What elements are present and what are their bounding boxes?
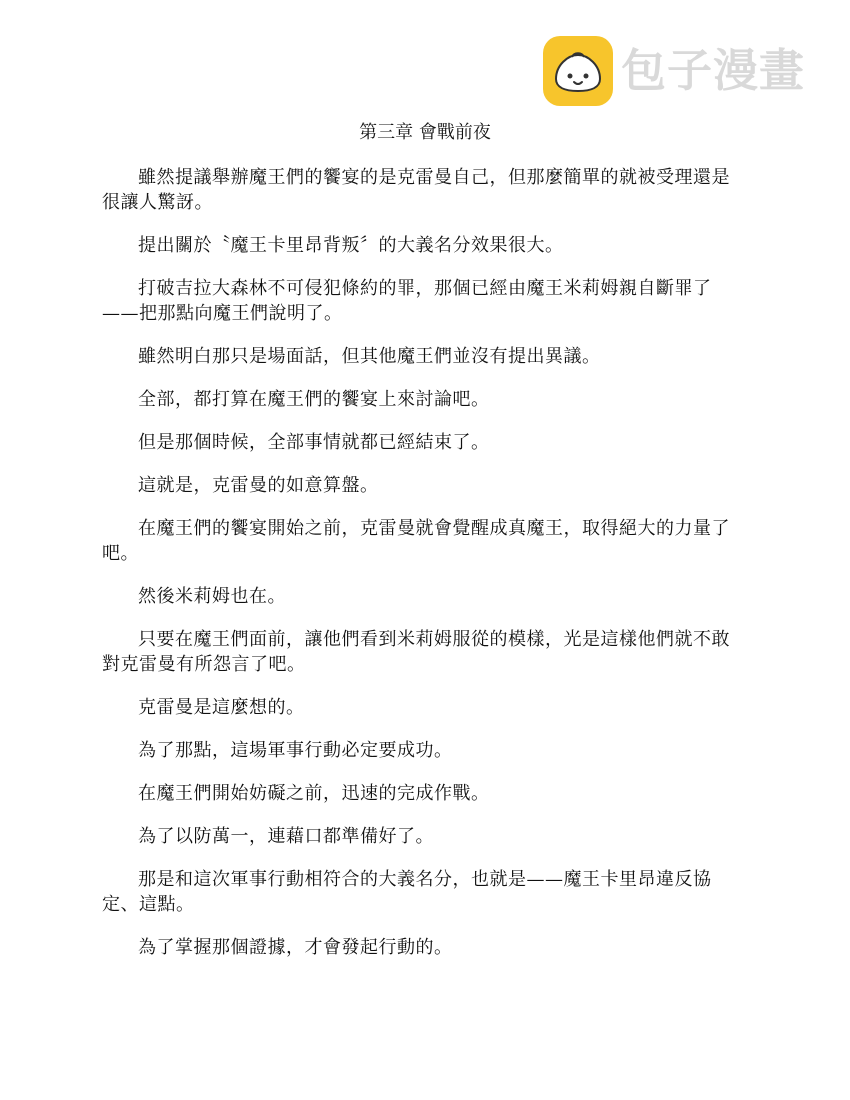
- bun-face-icon: [543, 36, 613, 106]
- paragraph: 在魔王們的饗宴開始之前，克雷曼就會覺醒成真魔王，取得絕大的力量了吧。: [102, 518, 730, 564]
- paragraph: 全部，都打算在魔王們的饗宴上來討論吧。: [138, 389, 490, 410]
- paragraph: 這就是，克雷曼的如意算盤。: [138, 475, 379, 496]
- paragraph: 為了掌握那個證據，才會發起行動的。: [138, 937, 453, 958]
- paragraph: 為了以防萬一，連藉口都準備好了。: [138, 826, 434, 847]
- paragraph: 只要在魔王們面前，讓他們看到米莉姆服從的模樣，光是這樣他們就不敢對克雷曼有所怨言了吧。: [102, 629, 730, 675]
- paragraph: 然後米莉姆也在。: [138, 586, 286, 607]
- watermark-logo: [543, 36, 805, 106]
- paragraph: 提出關於〝魔王卡里昂背叛〞的大義名分效果很大。: [138, 235, 564, 256]
- paragraph: 雖然提議舉辦魔王們的饗宴的是克雷曼自己，但那麼簡單的就被受理還是很讓人驚訝。: [102, 167, 730, 213]
- chapter-title: 第三章 會戰前夜: [359, 122, 491, 143]
- paragraph: 那是和這次軍事行動相符合的大義名分，也就是——魔王卡里昂違反協定、這點。: [102, 869, 712, 915]
- paragraph: 克雷曼是這麼想的。: [138, 697, 305, 718]
- paragraph: 打破吉拉大森林不可侵犯條約的罪，那個已經由魔王米莉姆親自斷罪了——把那點向魔王們說明了。: [102, 278, 712, 324]
- watermark-text: 包子漫畫: [621, 44, 806, 97]
- paragraph: 雖然明白那只是場面話，但其他魔王們並沒有提出異議。: [138, 346, 601, 367]
- paragraph: 在魔王們開始妨礙之前，迅速的完成作戰。: [138, 783, 490, 804]
- body-text: [102, 165, 747, 978]
- paragraph: 但是那個時候，全部事情就都已經結束了。: [138, 432, 490, 453]
- paragraph: 為了那點，這場軍事行動必定要成功。: [138, 740, 453, 761]
